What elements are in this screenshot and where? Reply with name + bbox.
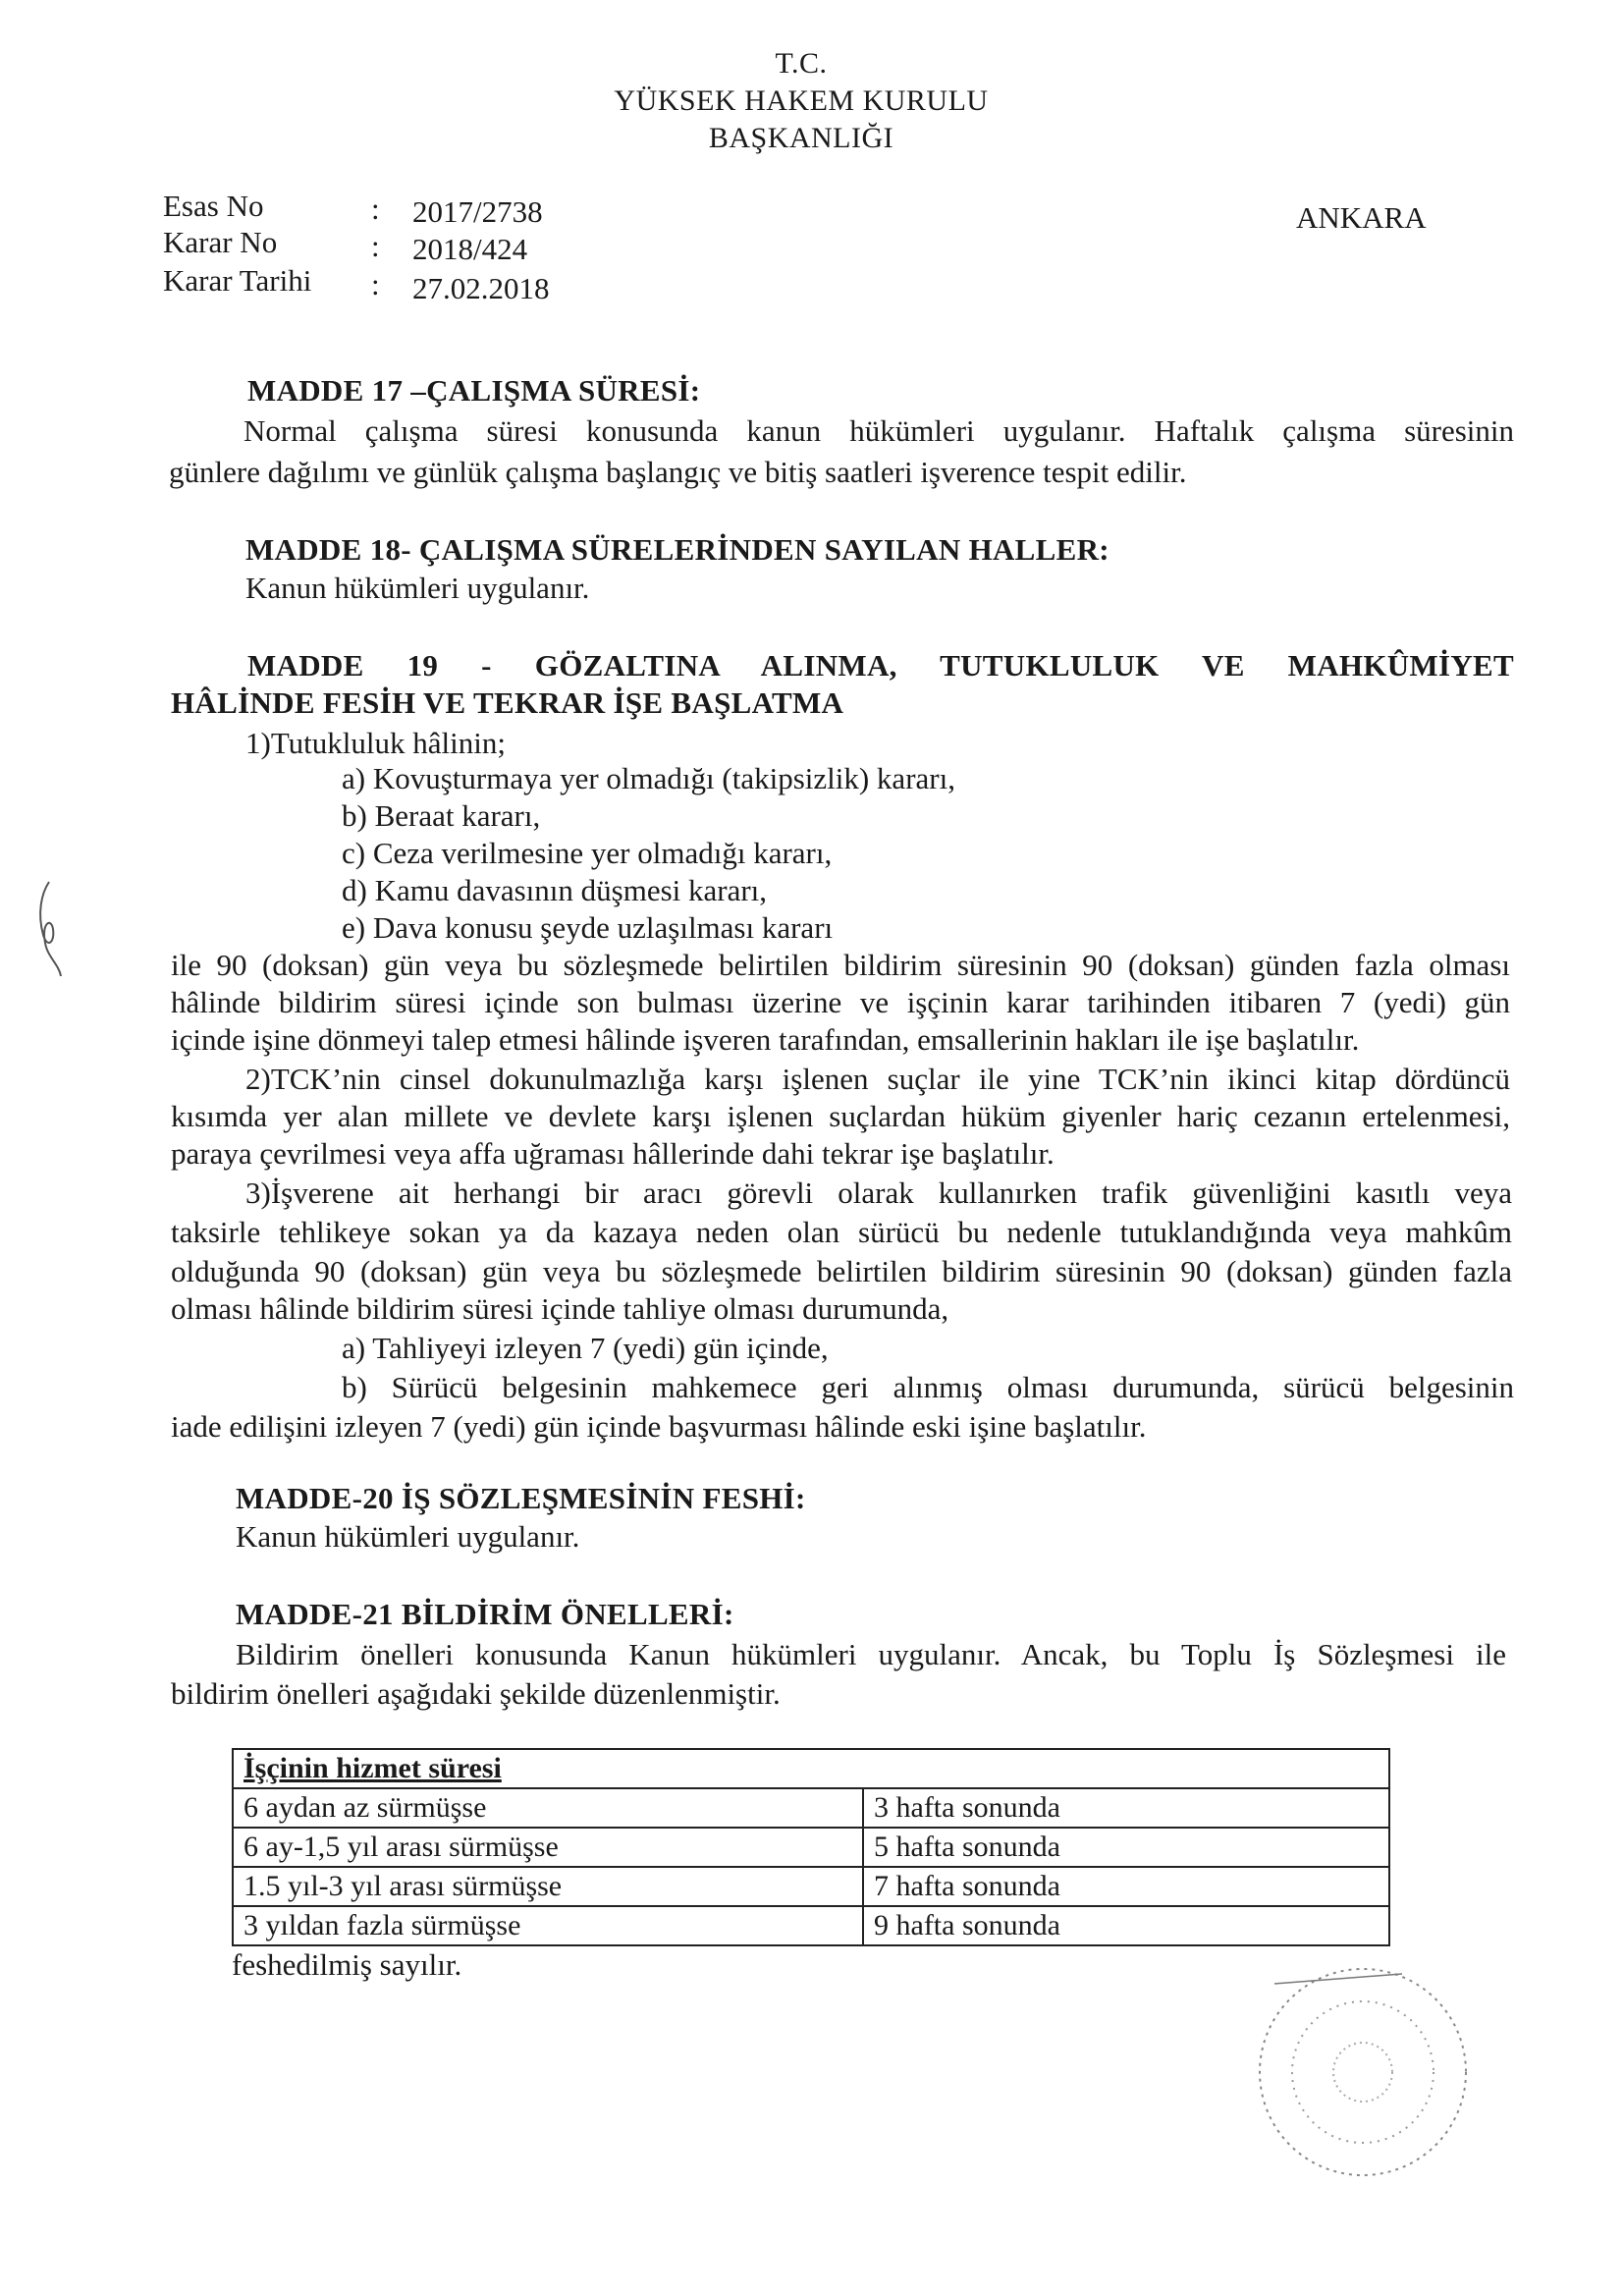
karar-value: 2018/424 bbox=[412, 232, 528, 266]
madde-19-p1-line3: içinde işine dönmeyi talep etmesi hâlinde işveren tarafından, emsallerinin hakları ile işe başlatılır. bbox=[171, 1022, 1360, 1057]
madde-19-p3-line2: taksirle tehlikeye sokan ya da kazaya neden olan sürücü bu nedenle tutuklandığında veya mahkûm bbox=[171, 1215, 1512, 1249]
madde-19-title-line2: HÂLİNDE FESİH VE TEKRAR İŞE BAŞLATMA bbox=[171, 685, 844, 720]
table-cell-duration: 6 aydan az sürmüşse bbox=[233, 1788, 863, 1828]
tarih-colon: : bbox=[371, 267, 380, 301]
madde-19-p2-line3: paraya çevrilmesi veya affa uğraması hâllerinde dahi tekrar işe başlatılır. bbox=[171, 1136, 1055, 1171]
madde-19-e: e) Dava konusu şeyde uzlaşılması kararı bbox=[342, 910, 834, 945]
madde-19-b: b) Beraat kararı, bbox=[342, 798, 541, 833]
madde-19-c: c) Ceza verilmesine yer olmadığı kararı, bbox=[342, 836, 833, 870]
karar-colon: : bbox=[371, 229, 380, 263]
madde-19-p3-b-line2: iade edilişini izleyen 7 (yedi) gün içinde başvurması hâlinde eski işine başlatılır. bbox=[171, 1409, 1147, 1444]
esas-label: Esas No bbox=[163, 189, 264, 223]
table-cell-duration: 3 yıldan fazla sürmüşse bbox=[233, 1906, 863, 1945]
table-row bbox=[233, 1867, 1389, 1906]
table-header-cell: İşçinin hizmet süresi bbox=[233, 1749, 1389, 1788]
esas-value: 2017/2738 bbox=[412, 194, 543, 229]
table-cell-notice: 7 hafta sonunda bbox=[863, 1867, 1389, 1906]
table-cell-duration: 6 ay-1,5 yıl arası sürmüşse bbox=[233, 1828, 863, 1867]
tarih-label: Karar Tarihi bbox=[163, 263, 312, 298]
madde-21-closing: feshedilmiş sayılır. bbox=[232, 1947, 462, 1982]
official-seal bbox=[1216, 1954, 1510, 2190]
madde-19-a: a) Kovuşturmaya yer olmadığı (takipsizlik) kararı, bbox=[342, 761, 955, 795]
madde-19-d: d) Kamu davasının düşmesi kararı, bbox=[342, 873, 768, 907]
header-presidency: BAŞKANLIĞI bbox=[708, 122, 894, 154]
table-row bbox=[233, 1788, 1389, 1828]
madde-18-line1: Kanun hükümleri uygulanır. bbox=[245, 571, 590, 605]
madde-19-p3-line4: olması hâlinde bildirim süresi içinde tahliye olması durumunda, bbox=[171, 1291, 949, 1326]
madde-19-p3-a: a) Tahliyeyi izleyen 7 (yedi) gün içinde, bbox=[342, 1331, 829, 1365]
madde-17-title: MADDE 17 –ÇALIŞMA SÜRESİ: bbox=[247, 373, 701, 408]
madde-17-line2: günlere dağılımı ve günlük çalışma başlangıç ve bitiş saatleri işverence tespit edilir. bbox=[169, 455, 1187, 489]
madde-19-p3-line3: olduğunda 90 (doksan) gün veya bu sözleşmede belirtilen bildirim süresinin 90 (doksan) günden fazla bbox=[171, 1254, 1512, 1288]
madde-19-title-line1: MADDE 19 - GÖZALTINA ALINMA, TUTUKLULUK VE MAHKÛMİYET bbox=[247, 648, 1514, 683]
header-institution: YÜKSEK HAKEM KURULU bbox=[614, 84, 989, 117]
table-header-row bbox=[233, 1749, 1389, 1788]
karar-label: Karar No bbox=[163, 225, 278, 259]
madde-20-title: MADDE-20 İŞ SÖZLEŞMESİNİN FESHİ: bbox=[236, 1481, 806, 1515]
madde-19-p1: 1)Tutukluluk hâlinin; bbox=[245, 726, 506, 760]
city: ANKARA bbox=[1296, 200, 1427, 235]
table-cell-duration: 1.5 yıl-3 yıl arası sürmüşse bbox=[233, 1867, 863, 1906]
madde-18-title: MADDE 18- ÇALIŞMA SÜRELERİNDEN SAYILAN HALLER: bbox=[245, 532, 1109, 567]
madde-17-line1: Normal çalışma süresi konusunda kanun hükümleri uygulanır. Haftalık çalışma süresinin bbox=[243, 413, 1514, 448]
madde-20-line1: Kanun hükümleri uygulanır. bbox=[236, 1519, 580, 1554]
madde-19-p1-line1: ile 90 (doksan) gün veya bu sözleşmede belirtilen bildirim süresinin 90 (doksan) günden fazla olması bbox=[171, 948, 1510, 982]
madde-19-p2-line1: 2)TCK’nin cinsel dokunulmazlığa karşı işlenen suçlar ile yine TCK’nin ikinci kitap dördüncü bbox=[245, 1062, 1510, 1096]
table-cell-notice: 9 hafta sonunda bbox=[863, 1906, 1389, 1945]
madde-21-line2: bildirim önelleri aşağıdaki şekilde düzenlenmiştir. bbox=[171, 1676, 781, 1711]
madde-21-title: MADDE-21 BİLDİRİM ÖNELLERİ: bbox=[236, 1597, 734, 1631]
notice-period-table bbox=[232, 1748, 1390, 1946]
madde-21-line1: Bildirim önelleri konusunda Kanun hükümleri uygulanır. Ancak, bu Toplu İş Sözleşmesi ile bbox=[236, 1637, 1506, 1671]
madde-19-p3-b-line1: b) Sürücü belgesinin mahkemece geri alınmış olması durumunda, sürücü belgesinin bbox=[342, 1370, 1514, 1404]
esas-colon: : bbox=[371, 191, 380, 226]
madde-19-p1-line2: hâlinde bildirim süresi içinde son bulması üzerine ve işçinin karar tarihinden itibaren 7 (yedi) gün bbox=[171, 985, 1510, 1019]
table-cell-notice: 5 hafta sonunda bbox=[863, 1828, 1389, 1867]
tarih-value: 27.02.2018 bbox=[412, 271, 550, 305]
table-cell-notice: 3 hafta sonunda bbox=[863, 1788, 1389, 1828]
madde-19-p2-line2: kısımda yer alan millete ve devlete karşı işlenen suçlardan hüküm giyenler hariç cezanın ertelenmesi, bbox=[171, 1099, 1510, 1133]
table-row bbox=[233, 1828, 1389, 1867]
table-row bbox=[233, 1906, 1389, 1945]
signature-mark bbox=[29, 874, 69, 982]
header-tc: T.C. bbox=[775, 47, 828, 80]
madde-19-p3-line1: 3)İşverene ait herhangi bir aracı görevli olarak kullanırken trafik güvenliğini kasıtlı veya bbox=[245, 1175, 1512, 1210]
